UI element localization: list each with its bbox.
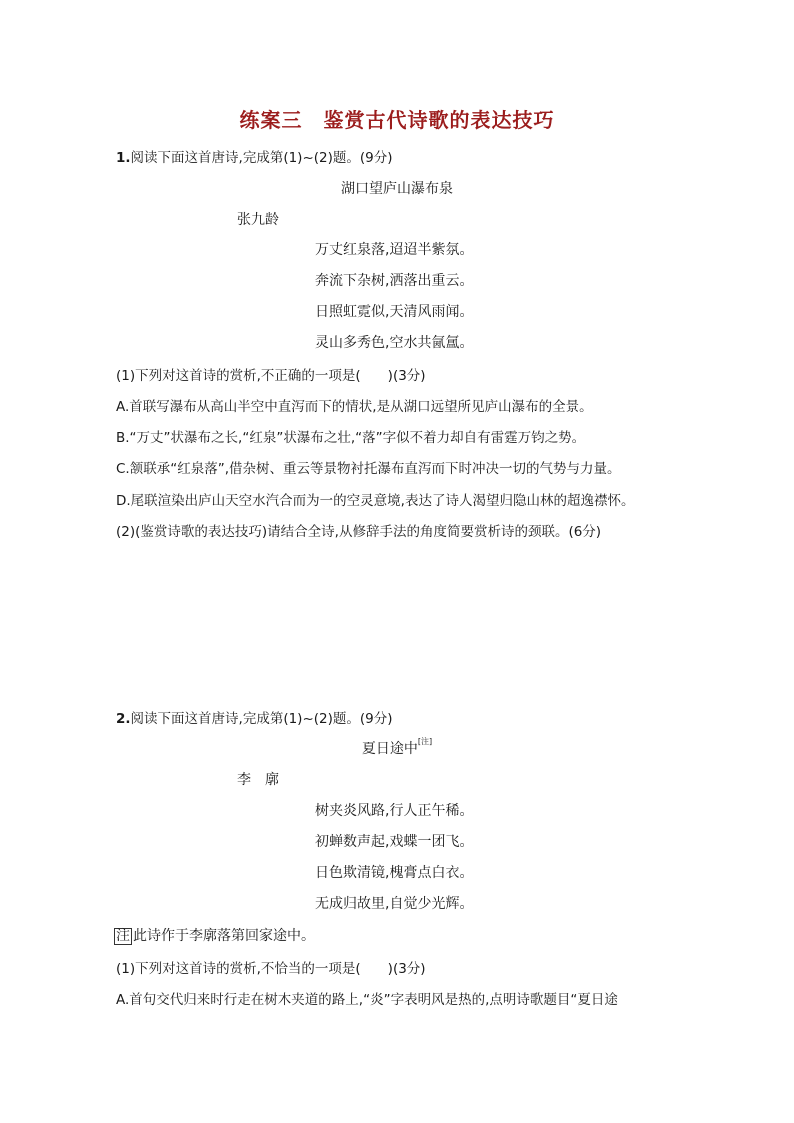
option-c: C.颔联承“红泉落”,借杂树、重云等景物衬托瀑布直泻而下时冲决一切的气势与力量。 [116,461,621,477]
note-marker: 注 [116,928,130,944]
page-title: 练案三 鉴赏古代诗歌的表达技巧 [239,108,555,132]
question-1-text: 阅读下面这首唐诗,完成第(1)~(2)题。(9分) [130,150,393,166]
option-a: A.首联写瀑布从高山半空中直泻而下的情状,是从湖口远望所见庐山瀑布的全景。 [116,399,593,415]
question-1-prompt [116,146,393,166]
poem-1-line: 奔流下杂树,洒落出重云。 [315,273,474,289]
poem-1-author: 张九龄 [237,212,279,228]
question-1-number: 1. [116,150,131,166]
poem-2-note [114,925,315,945]
question-1-sub2: (2)(鉴赏诗歌的表达技巧)请结合全诗,从修辞手法的角度简要赏析诗的颈联。(6分) [116,524,602,540]
question-2-sub1: (1)下列对这首诗的赏析,不恰当的一项是( )(3分) [116,961,426,977]
option-a: A.首句交代归来时行走在树木夹道的路上,“炎”字表明风是热的,点明诗歌题目“夏日途 [116,992,618,1008]
question-2-prompt [116,707,393,727]
poem-2-line: 日色欺清镜,槐膏点白衣。 [315,865,474,881]
poem-1-line: 万丈红泉落,迢迢半紫氛。 [315,242,474,258]
question-1-sub1: (1)下列对这首诗的赏析,不正确的一项是( )(3分) [116,368,426,384]
option-b: B.“万丈”状瀑布之长,“红泉”状瀑布之壮,“落”字似不着力却自有雷霆万钧之势。 [116,430,586,446]
poem-2-note-text: 此诗作于李廓落第回家途中。 [133,928,315,944]
question-2-number: 2. [116,711,131,727]
poem-2-line: 无成归故里,自觉少光辉。 [315,896,474,912]
poem-1-line: 日照虹霓似,天清风雨闻。 [315,304,474,320]
option-d: D.尾联渲染出庐山天空水汽合而为一的空灵意境,表达了诗人渴望归隐山林的超逸襟怀。 [116,493,635,509]
poem-2-line: 树夹炎风路,行人正午稀。 [315,803,474,819]
poem-2-author: 李 廓 [237,772,279,788]
poem-2-line: 初蝉数声起,戏蝶一团飞。 [315,834,474,850]
poem-1-line: 灵山多秀色,空水共氤氲。 [315,335,474,351]
poem-2-title [0,738,794,758]
question-2-text: 阅读下面这首唐诗,完成第(1)~(2)题。(9分) [130,711,393,727]
poem-1-title: 湖口望庐山瀑布泉 [341,181,453,197]
note-superscript: [注] [417,737,433,746]
poem-2-title-text: 夏日途中 [361,741,418,757]
